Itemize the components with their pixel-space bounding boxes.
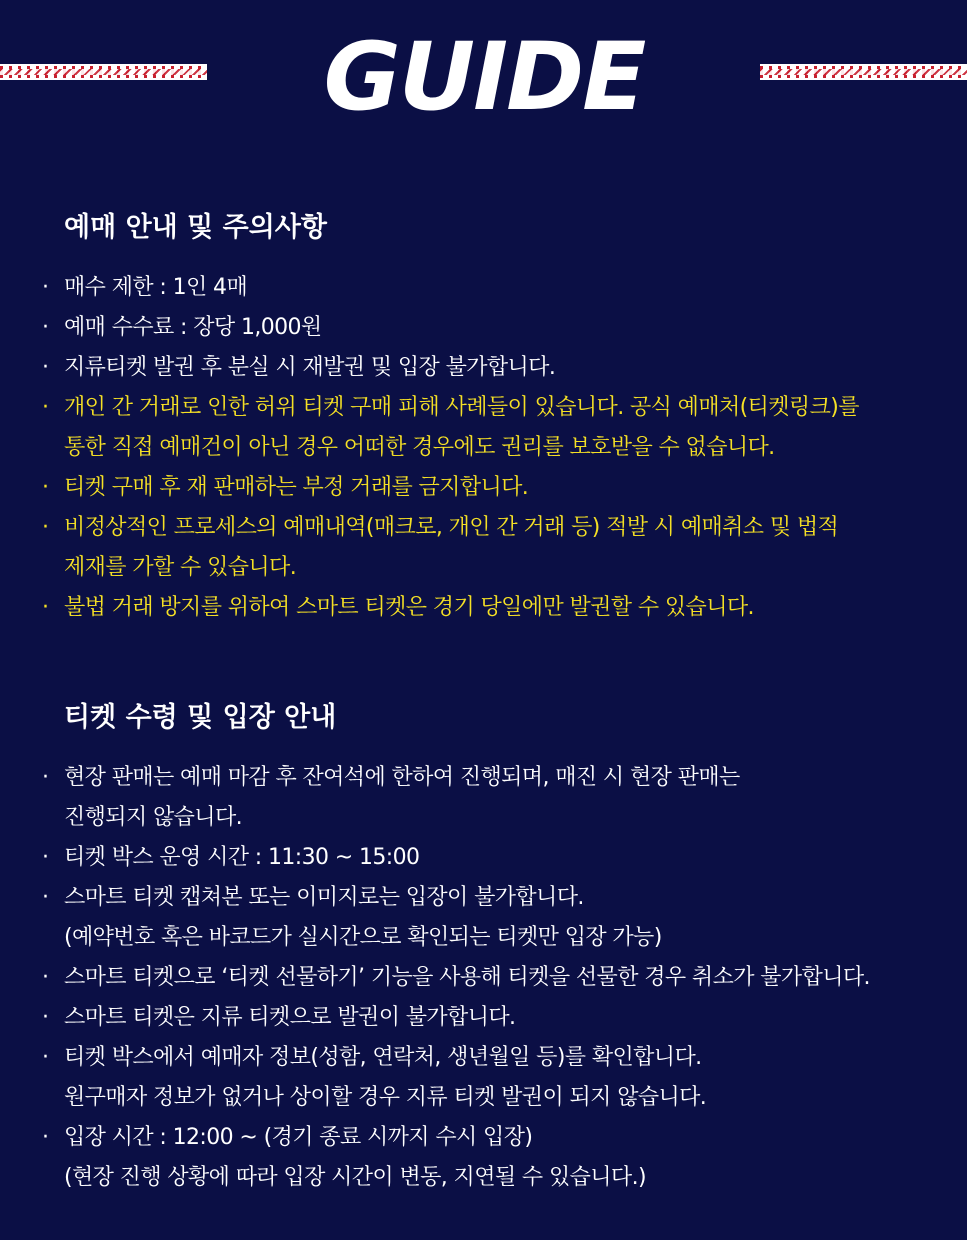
bullet-dot: · bbox=[42, 965, 49, 990]
item-text-line: 비정상적인 프로세스의 예매내역(매크로, 개인 간 거래 등) 적발 시 예매취소 및 법적 bbox=[64, 515, 839, 540]
item-text-line: 제재를 가할 수 있습니다. bbox=[64, 555, 297, 580]
bullet-dot: · bbox=[42, 1125, 49, 1150]
item-text-line: 불법 거래 방지를 위하여 스마트 티켓은 경기 당일에만 발권할 수 있습니다. bbox=[64, 595, 754, 620]
item-text bbox=[64, 268, 247, 308]
item-text bbox=[64, 878, 662, 958]
guide-header bbox=[0, 0, 967, 150]
bullet-dot: · bbox=[42, 885, 49, 910]
item-text-line: 스마트 티켓은 지류 티켓으로 발권이 불가합니다. bbox=[64, 1005, 516, 1030]
item-text bbox=[64, 958, 870, 998]
list-item bbox=[42, 308, 942, 348]
item-text bbox=[64, 388, 859, 468]
bullet-dot: · bbox=[42, 765, 49, 790]
list-item bbox=[42, 998, 942, 1038]
item-list bbox=[42, 758, 942, 1198]
list-item bbox=[42, 878, 942, 958]
item-text-line: 스마트 티켓 캡쳐본 또는 이미지로는 입장이 불가합니다. bbox=[64, 885, 584, 910]
item-text bbox=[64, 1038, 706, 1118]
list-item bbox=[42, 348, 942, 388]
item-list bbox=[42, 268, 942, 628]
bullet-dot: · bbox=[42, 355, 49, 380]
item-text-line: 현장 판매는 예매 마감 후 잔여석에 한하여 진행되며, 매진 시 현장 판매는 bbox=[64, 765, 740, 790]
list-item bbox=[42, 838, 942, 878]
item-text-line: (현장 진행 상황에 따라 입장 시간이 변동, 지연될 수 있습니다.) bbox=[64, 1165, 646, 1190]
item-text bbox=[64, 588, 754, 628]
bullet-dot: · bbox=[42, 395, 49, 420]
item-text-line: 매수 제한 : 1인 4매 bbox=[64, 275, 248, 300]
item-text-line: 스마트 티켓으로 ‘티켓 선물하기’ 기능을 사용해 티켓을 선물한 경우 취소가 불가합니다. bbox=[64, 965, 870, 990]
list-item bbox=[42, 1038, 942, 1118]
bullet-dot: · bbox=[42, 315, 49, 340]
item-text-line: 진행되지 않습니다. bbox=[64, 805, 243, 830]
item-text-line: 예매 수수료 : 장당 1,000원 bbox=[64, 315, 322, 340]
section-title: 티켓 수령 및 입장 안내 bbox=[64, 702, 337, 733]
section-title: 예매 안내 및 주의사항 bbox=[64, 212, 327, 243]
list-item bbox=[42, 758, 942, 838]
page-title: GUIDE bbox=[323, 23, 645, 132]
bullet-dot: · bbox=[42, 595, 49, 620]
item-text-line: 티켓 구매 후 재 판매하는 부정 거래를 금지합니다. bbox=[64, 475, 529, 500]
section-ticket-entry bbox=[42, 698, 942, 1198]
bullet-dot: · bbox=[42, 515, 49, 540]
section-booking-notice bbox=[42, 208, 942, 628]
item-text bbox=[64, 348, 555, 388]
item-text bbox=[64, 308, 322, 348]
item-text-line: 티켓 박스 운영 시간 : 11:30 ~ 15:00 bbox=[64, 845, 420, 870]
item-text bbox=[64, 508, 838, 588]
item-text-line: 입장 시간 : 12:00 ~ (경기 종료 시까지 수시 입장) bbox=[64, 1125, 533, 1150]
bullet-dot: · bbox=[42, 1045, 49, 1070]
baseball-stitch-right-decoration bbox=[760, 64, 967, 80]
item-text-line: 티켓 박스에서 예매자 정보(성함, 연락처, 생년월일 등)를 확인합니다. bbox=[64, 1045, 702, 1070]
list-item bbox=[42, 958, 942, 998]
item-text bbox=[64, 838, 419, 878]
list-item bbox=[42, 468, 942, 508]
item-text-line: 통한 직접 예매건이 아닌 경우 어떠한 경우에도 권리를 보호받을 수 없습니다. bbox=[64, 435, 775, 460]
list-item bbox=[42, 588, 942, 628]
baseball-stitch-left-decoration bbox=[0, 64, 207, 80]
item-text bbox=[64, 468, 528, 508]
bullet-dot: · bbox=[42, 845, 49, 870]
item-text-line: 원구매자 정보가 없거나 상이할 경우 지류 티켓 발권이 되지 않습니다. bbox=[64, 1085, 707, 1110]
item-text bbox=[64, 758, 740, 838]
bullet-dot: · bbox=[42, 1005, 49, 1030]
bullet-dot: · bbox=[42, 475, 49, 500]
bullet-dot: · bbox=[42, 275, 49, 300]
list-item bbox=[42, 268, 942, 308]
list-item bbox=[42, 388, 942, 468]
item-text-line: 지류티켓 발권 후 분실 시 재발권 및 입장 불가합니다. bbox=[64, 355, 556, 380]
list-item bbox=[42, 508, 942, 588]
item-text-line: 개인 간 거래로 인한 허위 티켓 구매 피해 사례들이 있습니다. 공식 예매처(티켓링크)를 bbox=[64, 395, 859, 420]
item-text bbox=[64, 1118, 646, 1198]
list-item bbox=[42, 1118, 942, 1198]
item-text bbox=[64, 998, 515, 1038]
item-text-line: (예약번호 혹은 바코드가 실시간으로 확인되는 티켓만 입장 가능) bbox=[64, 925, 662, 950]
